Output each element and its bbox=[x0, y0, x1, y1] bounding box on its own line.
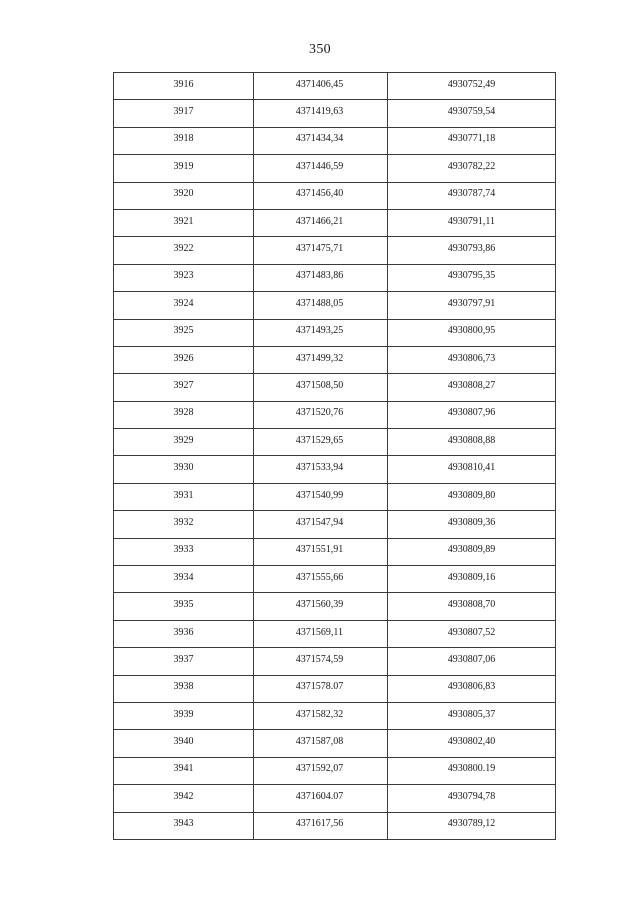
point-number-cell bbox=[114, 292, 254, 319]
x-coordinate-cell-text: 4371520,76 bbox=[295, 407, 344, 419]
y-coordinate-cell-text: 4930809,80 bbox=[447, 489, 496, 501]
x-coordinate-cell-text: 4371582,32 bbox=[295, 708, 344, 720]
x-coordinate-cell-text: 4371587,08 bbox=[295, 736, 344, 748]
point-number-cell-text: 3939 bbox=[173, 708, 194, 720]
y-coordinate-cell-text: 4930809,16 bbox=[447, 571, 496, 583]
x-coordinate-cell-text: 4371483,86 bbox=[295, 270, 344, 282]
x-coordinate-cell bbox=[254, 483, 388, 510]
table-row bbox=[114, 593, 556, 620]
y-coordinate-cell-text: 4930810,41 bbox=[447, 462, 496, 474]
point-number-cell-text: 3929 bbox=[173, 434, 194, 446]
x-coordinate-cell-text: 4371406,45 bbox=[295, 78, 344, 90]
point-number-cell bbox=[114, 456, 254, 483]
x-coordinate-cell bbox=[254, 346, 388, 373]
point-number-cell-text: 3920 bbox=[173, 188, 194, 200]
y-coordinate-cell-text: 4930800.19 bbox=[447, 763, 496, 775]
point-number-cell bbox=[114, 209, 254, 236]
table-row bbox=[114, 757, 556, 784]
y-coordinate-cell bbox=[388, 538, 556, 565]
point-number-cell-text: 3932 bbox=[173, 516, 194, 528]
y-coordinate-cell bbox=[388, 237, 556, 264]
y-coordinate-cell bbox=[388, 785, 556, 812]
y-coordinate-cell bbox=[388, 429, 556, 456]
point-number-cell bbox=[114, 182, 254, 209]
x-coordinate-cell-text: 4371488,05 bbox=[295, 297, 344, 309]
x-coordinate-cell bbox=[254, 182, 388, 209]
table-row bbox=[114, 483, 556, 510]
point-number-cell bbox=[114, 538, 254, 565]
table-row bbox=[114, 374, 556, 401]
point-number-cell bbox=[114, 757, 254, 784]
table-row bbox=[114, 429, 556, 456]
point-number-cell bbox=[114, 785, 254, 812]
x-coordinate-cell bbox=[254, 237, 388, 264]
point-number-cell-text: 3928 bbox=[173, 407, 194, 419]
x-coordinate-cell bbox=[254, 757, 388, 784]
x-coordinate-cell bbox=[254, 675, 388, 702]
table-row bbox=[114, 511, 556, 538]
y-coordinate-cell bbox=[388, 702, 556, 729]
y-coordinate-cell-text: 4930752,49 bbox=[447, 78, 496, 90]
table-row bbox=[114, 319, 556, 346]
y-coordinate-cell bbox=[388, 319, 556, 346]
point-number-cell-text: 3940 bbox=[173, 736, 194, 748]
x-coordinate-cell bbox=[254, 511, 388, 538]
table-row bbox=[114, 127, 556, 154]
point-number-cell-text: 3925 bbox=[173, 325, 194, 337]
y-coordinate-cell-text: 4930795,35 bbox=[447, 270, 496, 282]
x-coordinate-cell-text: 4371555,66 bbox=[295, 571, 344, 583]
y-coordinate-cell bbox=[388, 675, 556, 702]
y-coordinate-cell bbox=[388, 374, 556, 401]
y-coordinate-cell-text: 4930802,40 bbox=[447, 736, 496, 748]
x-coordinate-cell-text: 4371604.07 bbox=[295, 790, 344, 802]
y-coordinate-cell bbox=[388, 209, 556, 236]
y-coordinate-cell-text: 4930808,27 bbox=[447, 379, 496, 391]
y-coordinate-cell-text: 4930806,83 bbox=[447, 681, 496, 693]
table-row bbox=[114, 209, 556, 236]
x-coordinate-cell bbox=[254, 785, 388, 812]
point-number-cell bbox=[114, 730, 254, 757]
x-coordinate-cell-text: 4371419,63 bbox=[295, 106, 344, 118]
point-number-cell bbox=[114, 620, 254, 647]
x-coordinate-cell-text: 4371569,11 bbox=[295, 626, 344, 638]
point-number-cell-text: 3917 bbox=[173, 106, 194, 118]
table-row bbox=[114, 264, 556, 291]
y-coordinate-cell-text: 4930807,52 bbox=[447, 626, 496, 638]
point-number-cell bbox=[114, 346, 254, 373]
table-row bbox=[114, 702, 556, 729]
y-coordinate-cell-text: 4930807,96 bbox=[447, 407, 496, 419]
point-number-cell bbox=[114, 812, 254, 839]
x-coordinate-cell bbox=[254, 374, 388, 401]
point-number-cell bbox=[114, 429, 254, 456]
point-number-cell-text: 3938 bbox=[173, 681, 194, 693]
y-coordinate-cell bbox=[388, 401, 556, 428]
point-number-cell-text: 3916 bbox=[173, 78, 194, 90]
y-coordinate-cell bbox=[388, 593, 556, 620]
x-coordinate-cell-text: 4371475,71 bbox=[295, 243, 344, 255]
point-number-cell bbox=[114, 127, 254, 154]
point-number-cell-text: 3936 bbox=[173, 626, 194, 638]
x-coordinate-cell bbox=[254, 209, 388, 236]
x-coordinate-cell bbox=[254, 429, 388, 456]
table-row bbox=[114, 675, 556, 702]
point-number-cell-text: 3942 bbox=[173, 790, 194, 802]
table-row bbox=[114, 401, 556, 428]
y-coordinate-cell bbox=[388, 264, 556, 291]
x-coordinate-cell bbox=[254, 812, 388, 839]
table-row bbox=[114, 538, 556, 565]
x-coordinate-cell-text: 4371456,40 bbox=[295, 188, 344, 200]
table-row bbox=[114, 456, 556, 483]
y-coordinate-cell-text: 4930759,54 bbox=[447, 106, 496, 118]
x-coordinate-cell bbox=[254, 264, 388, 291]
x-coordinate-cell-text: 4371617,56 bbox=[295, 818, 344, 830]
point-number-cell bbox=[114, 319, 254, 346]
x-coordinate-cell bbox=[254, 730, 388, 757]
table-row bbox=[114, 346, 556, 373]
y-coordinate-cell bbox=[388, 155, 556, 182]
point-number-cell-text: 3931 bbox=[173, 489, 194, 501]
y-coordinate-cell bbox=[388, 483, 556, 510]
point-number-cell bbox=[114, 100, 254, 127]
point-number-cell bbox=[114, 237, 254, 264]
point-number-cell bbox=[114, 702, 254, 729]
y-coordinate-cell bbox=[388, 757, 556, 784]
x-coordinate-cell bbox=[254, 127, 388, 154]
y-coordinate-cell-text: 4930808,70 bbox=[447, 599, 496, 611]
point-number-cell-text: 3919 bbox=[173, 160, 194, 172]
y-coordinate-cell-text: 4930791,11 bbox=[447, 215, 496, 227]
y-coordinate-cell-text: 4930809,89 bbox=[447, 544, 496, 556]
x-coordinate-cell-text: 4371466,21 bbox=[295, 215, 344, 227]
y-coordinate-cell-text: 4930794,78 bbox=[447, 790, 496, 802]
point-number-cell bbox=[114, 483, 254, 510]
point-number-cell-text: 3934 bbox=[173, 571, 194, 583]
y-coordinate-cell bbox=[388, 648, 556, 675]
point-number-cell bbox=[114, 511, 254, 538]
y-coordinate-cell-text: 4930800,95 bbox=[447, 325, 496, 337]
y-coordinate-cell bbox=[388, 292, 556, 319]
x-coordinate-cell bbox=[254, 566, 388, 593]
point-number-cell bbox=[114, 566, 254, 593]
y-coordinate-cell bbox=[388, 730, 556, 757]
point-number-cell bbox=[114, 73, 254, 100]
point-number-cell-text: 3921 bbox=[173, 215, 194, 227]
point-number-cell bbox=[114, 675, 254, 702]
point-number-cell bbox=[114, 593, 254, 620]
y-coordinate-cell bbox=[388, 346, 556, 373]
y-coordinate-cell-text: 4930805,37 bbox=[447, 708, 496, 720]
x-coordinate-cell bbox=[254, 702, 388, 729]
x-coordinate-cell bbox=[254, 593, 388, 620]
point-number-cell bbox=[114, 155, 254, 182]
y-coordinate-cell bbox=[388, 182, 556, 209]
x-coordinate-cell bbox=[254, 538, 388, 565]
table-row bbox=[114, 155, 556, 182]
x-coordinate-cell-text: 4371574,59 bbox=[295, 653, 344, 665]
y-coordinate-cell bbox=[388, 511, 556, 538]
point-number-cell bbox=[114, 648, 254, 675]
y-coordinate-cell-text: 4930808,88 bbox=[447, 434, 496, 446]
x-coordinate-cell-text: 4371533,94 bbox=[295, 462, 344, 474]
x-coordinate-cell-text: 4371551,91 bbox=[295, 544, 344, 556]
y-coordinate-cell bbox=[388, 812, 556, 839]
x-coordinate-cell-text: 4371434,34 bbox=[295, 133, 344, 145]
point-number-cell-text: 3935 bbox=[173, 599, 194, 611]
y-coordinate-cell-text: 4930806,73 bbox=[447, 352, 496, 364]
x-coordinate-cell bbox=[254, 155, 388, 182]
coordinates-table bbox=[113, 72, 556, 840]
y-coordinate-cell-text: 4930807,06 bbox=[447, 653, 496, 665]
x-coordinate-cell-text: 4371592,07 bbox=[295, 763, 344, 775]
y-coordinate-cell bbox=[388, 620, 556, 647]
x-coordinate-cell-text: 4371578.07 bbox=[295, 681, 344, 693]
x-coordinate-cell bbox=[254, 401, 388, 428]
point-number-cell-text: 3926 bbox=[173, 352, 194, 364]
point-number-cell-text: 3927 bbox=[173, 379, 194, 391]
y-coordinate-cell-text: 4930789,12 bbox=[447, 818, 496, 830]
point-number-cell-text: 3933 bbox=[173, 544, 194, 556]
x-coordinate-cell-text: 4371560,39 bbox=[295, 599, 344, 611]
table-row bbox=[114, 292, 556, 319]
point-number-cell bbox=[114, 401, 254, 428]
table-row bbox=[114, 730, 556, 757]
x-coordinate-cell-text: 4371547,94 bbox=[295, 516, 344, 528]
table-row bbox=[114, 620, 556, 647]
x-coordinate-cell bbox=[254, 456, 388, 483]
x-coordinate-cell-text: 4371493,25 bbox=[295, 325, 344, 337]
y-coordinate-cell-text: 4930782,22 bbox=[447, 160, 496, 172]
x-coordinate-cell bbox=[254, 100, 388, 127]
x-coordinate-cell bbox=[254, 319, 388, 346]
table-row bbox=[114, 648, 556, 675]
y-coordinate-cell-text: 4930809,36 bbox=[447, 516, 496, 528]
y-coordinate-cell-text: 4930771,18 bbox=[447, 133, 496, 145]
table-row bbox=[114, 812, 556, 839]
y-coordinate-cell bbox=[388, 73, 556, 100]
x-coordinate-cell bbox=[254, 648, 388, 675]
coordinates-table-body bbox=[114, 73, 556, 840]
y-coordinate-cell bbox=[388, 127, 556, 154]
point-number-cell-text: 3923 bbox=[173, 270, 194, 282]
x-coordinate-cell bbox=[254, 292, 388, 319]
table-row bbox=[114, 73, 556, 100]
point-number-cell-text: 3941 bbox=[173, 763, 194, 775]
table-row bbox=[114, 100, 556, 127]
x-coordinate-cell-text: 4371446,59 bbox=[295, 160, 344, 172]
table-row bbox=[114, 566, 556, 593]
point-number-cell-text: 3937 bbox=[173, 653, 194, 665]
table-row bbox=[114, 182, 556, 209]
x-coordinate-cell-text: 4371540,99 bbox=[295, 489, 344, 501]
x-coordinate-cell-text: 4371499,32 bbox=[295, 352, 344, 364]
y-coordinate-cell-text: 4930793,86 bbox=[447, 243, 496, 255]
page-number: 350 bbox=[309, 42, 331, 57]
point-number-cell bbox=[114, 374, 254, 401]
y-coordinate-cell bbox=[388, 566, 556, 593]
y-coordinate-cell bbox=[388, 456, 556, 483]
point-number-cell-text: 3924 bbox=[173, 297, 194, 309]
x-coordinate-cell-text: 4371529,65 bbox=[295, 434, 344, 446]
point-number-cell bbox=[114, 264, 254, 291]
y-coordinate-cell bbox=[388, 100, 556, 127]
x-coordinate-cell bbox=[254, 620, 388, 647]
table-row bbox=[114, 237, 556, 264]
point-number-cell-text: 3918 bbox=[173, 133, 194, 145]
point-number-cell-text: 3922 bbox=[173, 243, 194, 255]
y-coordinate-cell-text: 4930787,74 bbox=[447, 188, 496, 200]
x-coordinate-cell bbox=[254, 73, 388, 100]
x-coordinate-cell-text: 4371508,50 bbox=[295, 379, 344, 391]
y-coordinate-cell-text: 4930797,91 bbox=[447, 297, 496, 309]
table-row bbox=[114, 785, 556, 812]
point-number-cell-text: 3943 bbox=[173, 818, 194, 830]
point-number-cell-text: 3930 bbox=[173, 462, 194, 474]
